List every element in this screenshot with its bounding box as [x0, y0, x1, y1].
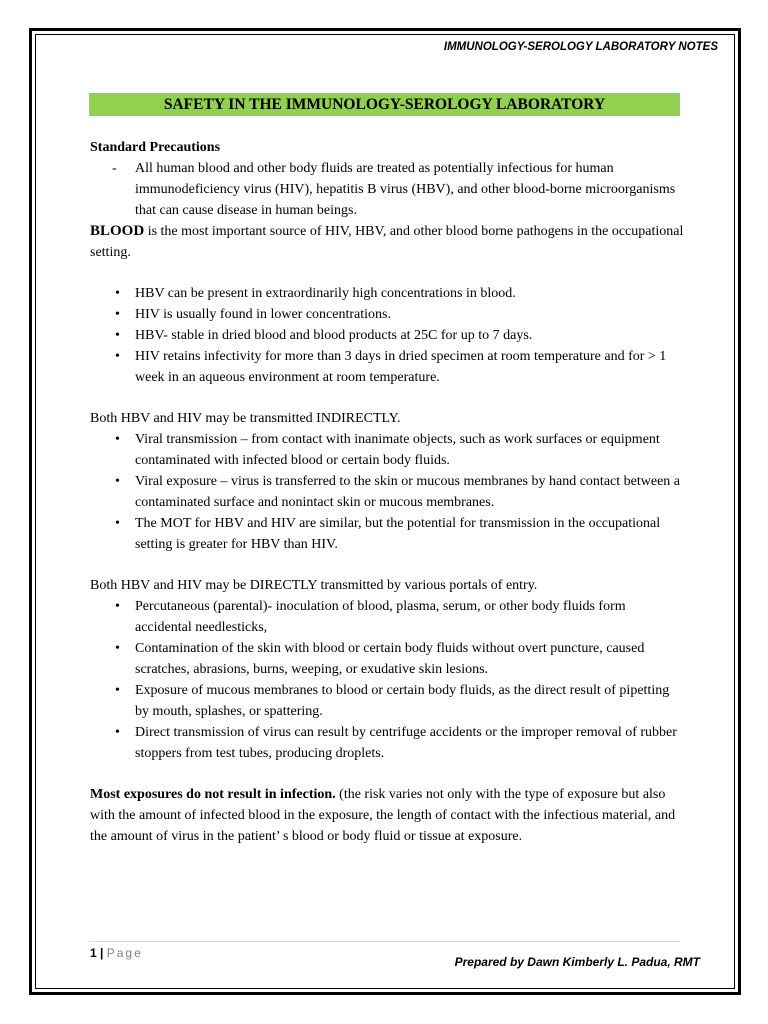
list-item [90, 513, 685, 555]
list-item-text: HIV retains infectivity for more than 3 days in dried specimen at room temperature and for > 1 week in an aqueous environment at room temperature. [135, 349, 667, 385]
list-item [90, 304, 685, 325]
bullet-icon: • [115, 725, 120, 740]
list-item [90, 325, 685, 346]
standard-precautions-item [112, 158, 685, 221]
list-item [90, 638, 685, 680]
list-item [90, 680, 685, 722]
spacer [90, 263, 685, 283]
bullet-icon: • [115, 307, 120, 322]
spacer [90, 388, 685, 408]
section-title: SAFETY IN THE IMMUNOLOGY-SEROLOGY LABORATORY [163, 95, 606, 113]
prepared-by: Prepared by Dawn Kimberly L. Padua, RMT [454, 955, 700, 969]
list-item-text: HBV- stable in dried blood and blood products at 25C for up to 7 days. [135, 328, 533, 343]
list-item [90, 429, 685, 471]
indirect-intro: Both HBV and HIV may be transmitted INDIRECTLY. [90, 411, 401, 426]
page-separator: | [96, 946, 107, 960]
bullet-icon: • [115, 286, 120, 301]
page-number-value: 1 [90, 946, 97, 960]
list-item [90, 346, 685, 388]
direct-transmission-list [90, 596, 685, 764]
list-item-text: HIV is usually found in lower concentrations. [135, 307, 391, 322]
list-item-text: Viral transmission – from contact with inanimate objects, such as work surfaces or equipment contaminated with infected blood or certain body fluids. [135, 432, 660, 468]
bullet-icon: • [115, 349, 120, 364]
page-label: Page [106, 946, 143, 960]
standard-precautions-heading: Standard Precautions [90, 140, 221, 155]
exposures-lead: Most exposures do not result in infection. [90, 787, 336, 802]
direct-intro: Both HBV and HIV may be DIRECTLY transmitted by various portals of entry. [90, 578, 538, 593]
indirect-transmission-list [90, 429, 685, 555]
running-header: IMMUNOLOGY-SEROLOGY LABORATORY NOTES [443, 41, 718, 53]
list-item [90, 596, 685, 638]
bullet-icon: • [115, 683, 120, 698]
document-body [90, 137, 685, 847]
spacer [90, 555, 685, 575]
exposures-paragraph [90, 784, 685, 847]
exposures-text: (the risk varies not only with the type of exposure but also with the amount of infected blood in the exposure, the length of contact with the infectious material, and the amount of virus in the patient’ s blood or body fluid or tissue at exposure. [90, 787, 676, 844]
blood-text: is the most important source of HIV, HBV, and other blood borne pathogens in the occupational setting. [90, 224, 684, 260]
bullet-icon: • [115, 516, 120, 531]
list-item [90, 283, 685, 304]
spacer [90, 764, 685, 784]
list-item-text: Viral exposure – virus is transferred to the skin or mucous membranes by hand contact between a contaminated surface and nonintact skin or mucous membranes. [135, 474, 680, 510]
blood-word: BLOOD [90, 223, 145, 239]
footer-divider [89, 941, 680, 942]
bullet-icon: • [115, 328, 120, 343]
blood-paragraph [90, 221, 685, 263]
bullet-icon: • [115, 599, 120, 614]
bullet-icon: • [115, 432, 120, 447]
section-title-bar [89, 93, 680, 116]
list-item-text: Percutaneous (parental)- inoculation of blood, plasma, serum, or other body fluids form accidental needlesticks, [135, 599, 626, 635]
list-item-text: Contamination of the skin with blood or certain body fluids without overt puncture, caused scratches, abrasions, burns, weeping, or exudative skin lesions. [135, 641, 645, 677]
list-item-text: The MOT for HBV and HIV are similar, but the potential for transmission in the occupational setting is greater for HBV than HIV. [135, 516, 661, 552]
page-number [90, 946, 143, 960]
list-item-text: HBV can be present in extraordinarily high concentrations in blood. [135, 286, 516, 301]
list-item [90, 471, 685, 513]
bullet-icon: • [115, 474, 120, 489]
list-item-text: Exposure of mucous membranes to blood or certain body fluids, as the direct result of pipetting by mouth, splashes, or spattering. [135, 683, 670, 719]
dash-marker: - [112, 161, 117, 176]
standard-precautions-text: All human blood and other body fluids are treated as potentially infectious for human immunodeficiency virus (HIV), hepatitis B virus (HBV), and other blood-borne microorganisms that can cause disease in human beings. [135, 161, 676, 218]
list-item-text: Direct transmission of virus can result by centrifuge accidents or the improper removal of rubber stoppers from test tubes, producing droplets. [135, 725, 677, 761]
list-item [90, 722, 685, 764]
bullet-icon: • [115, 641, 120, 656]
blood-facts-list [90, 283, 685, 388]
